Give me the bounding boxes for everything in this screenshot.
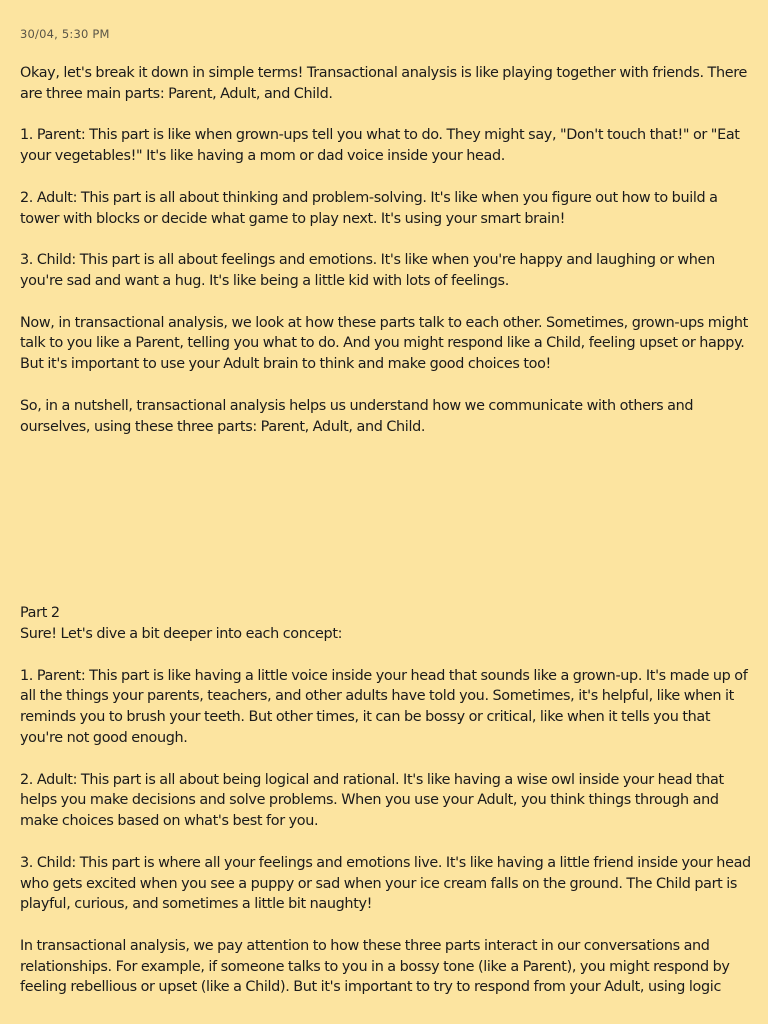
blank-space [20,458,752,603]
note-paragraph[interactable]: Now, in transactional analysis, we look at how these parts talk to each other. Sometimes, grown-ups might talk to you like a Parent, telling you what to do. And you might respond like a Child, feeling upset or happy. But it's important to use your Adult brain to think and make good choices too! [20,314,748,373]
note-paragraph[interactable]: 3. Child: This part is where all your feelings and emotions live. It's like having a little friend inside your head who gets excited when you see a puppy or sad when your ice cream falls on the ground. The Child part is playful, curious, and sometimes a little bit naughty! [20,854,751,913]
note-paragraph[interactable]: 1. Parent: This part is like when grown-ups tell you what to do. They might say, "Don't touch that!" or "Eat your vegetables!" It's like having a mom or dad voice inside your head. [20,127,740,165]
note-timestamp: 30/04, 5:30 PM [20,27,110,41]
part-2-heading[interactable]: Part 2 [20,605,60,622]
note-paragraph[interactable]: 2. Adult: This part is all about thinking and problem-solving. It's like when you figure out how to build a tower with blocks or decide what game to play next. It's using your smart brain! [20,189,718,227]
note-paragraph[interactable]: Okay, let's break it down in simple terms! Transactional analysis is like playing together with friends. There are three main parts: Parent, Adult, and Child. [20,65,748,102]
note-paragraph[interactable]: So, in a nutshell, transactional analysis helps us understand how we communicate with others and ourselves, using these three parts: Parent, Adult, and Child. [20,397,694,435]
note-paragraph[interactable]: 2. Adult: This part is all about being logical and rational. It's like having a wise owl inside your head that helps you make decisions and solve problems. When you use your Adult, you think things through and make choices based on what's best for you. [20,771,724,830]
note-paragraph[interactable]: 3. Child: This part is all about feelings and emotions. It's like when you're happy and laughing or when you're sad and want a hug. It's like being a little kid with lots of feelings. [20,252,715,289]
note-paragraph[interactable]: 1. Parent: This part is like having a little voice inside your head that sounds like a grown-up. It's made up of all the things your parents, teachers, and other adults have told you. Sometimes, it's helpful, like when it reminds you to brush your teeth. But other times, it can be bossy or critical, like when it tells you that you're not good enough. [20,667,748,746]
note-paragraph[interactable]: In transactional analysis, we pay attention to how these three parts interact in our conversations and relationships. For example, if someone talks to you in a bossy tone (like a Parent), you might respond by feeling rebellious or upset (like a Child). But it's important to try to respond from your Adult, using logic [20,937,730,996]
note-paragraph[interactable]: Sure! Let's dive a bit deeper into each concept: [20,625,343,642]
